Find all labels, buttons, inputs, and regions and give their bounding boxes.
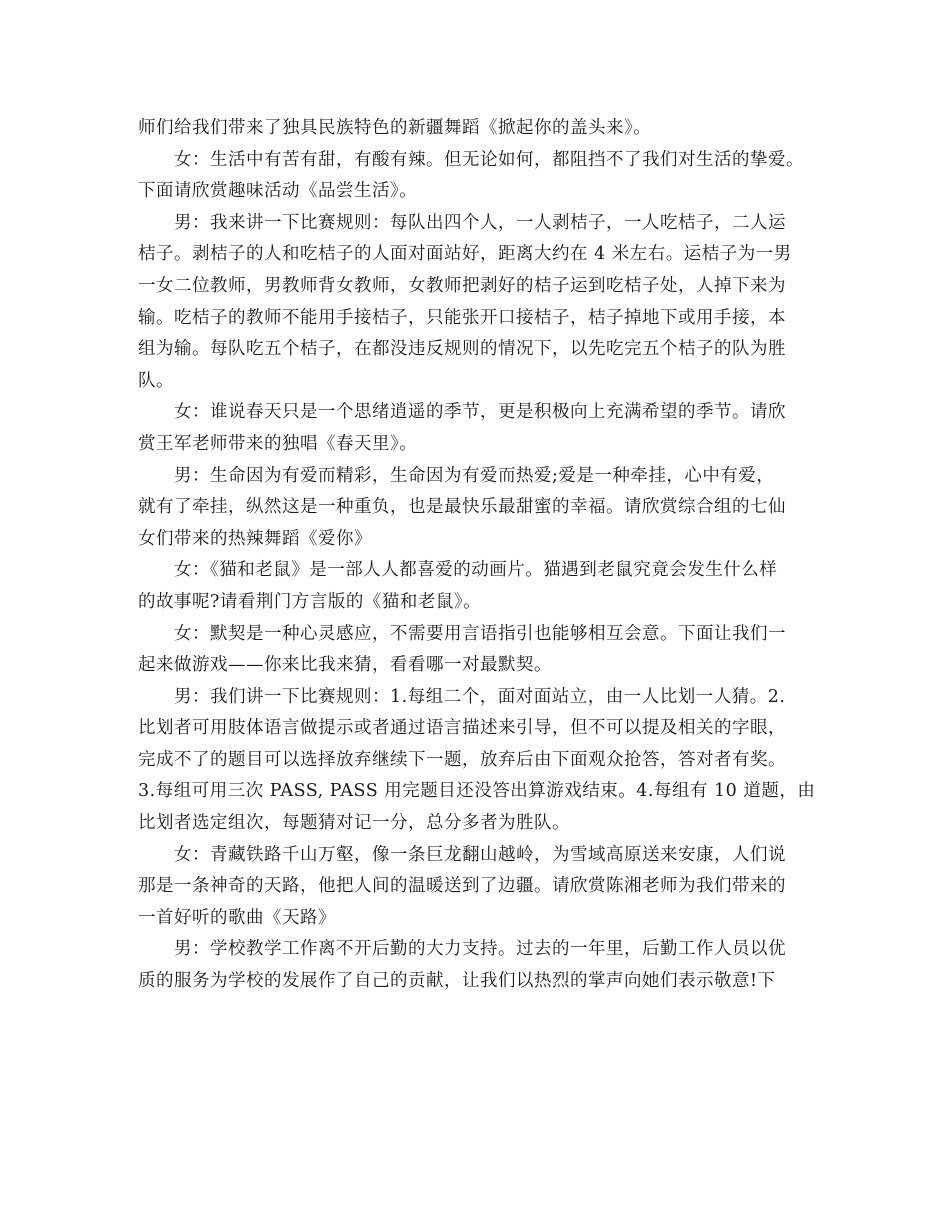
text-line: 赏王军老师带来的独唱《春天里》。 <box>138 433 418 454</box>
text-line: 比划者选定组次，每题猜对记一分，总分多者为胜队。 <box>138 813 570 834</box>
text-line: 女：青藏铁路千山万壑，像一条巨龙翻山越岭，为雪域高原送来安康，人们说 <box>174 844 786 865</box>
text-line: 队。 <box>138 370 174 391</box>
text-line: 女们带来的热辣舞蹈《爱你》 <box>138 528 372 549</box>
text-line: 男：学校教学工作离不开后勤的大力支持。过去的一年里，后勤工作人员以优 <box>174 939 786 960</box>
text-line: 的故事呢?请看荆门方言版的《猫和老鼠》。 <box>138 591 482 612</box>
text-line: 质的服务为学校的发展作了自己的贡献，让我们以热烈的掌声向她们表示敬意!下 <box>138 971 776 992</box>
text-line: 桔子。剥桔子的人和吃桔子的人面对面站好，距离大约在 4 米左右。运桔子为一男 <box>138 244 792 265</box>
text-line: 男：生命因为有爱而精彩，生命因为有爱而热爱;爱是一种牵挂，心中有爱， <box>174 465 775 486</box>
text-line: 女：《猫和老鼠》是一部人人都喜爱的动画片。猫遇到老鼠究竟会发生什么样 <box>174 560 778 581</box>
text-line: 组为输。每队吃五个桔子，在都没违反规则的情况下，以先吃完五个桔子的队为胜 <box>138 339 786 360</box>
text-line: 起来做游戏——你来比我来猜，看看哪一对最默契。 <box>138 655 552 676</box>
text-line: 男：我们讲一下比赛规则：1.每组二个，面对面站立，由一人比划一人猜。2. <box>174 686 786 707</box>
document-body <box>138 113 818 998</box>
text-line: 女：谁说春天只是一个思绪逍遥的季节，更是积极向上充满希望的季节。请欣 <box>174 402 786 423</box>
text-line: 下面请欣赏趣味活动《品尝生活》。 <box>138 181 418 202</box>
text-line: 完成不了的题目可以选择放弃继续下一题，放弃后由下面观众抢答，答对者有奖。 <box>138 749 786 770</box>
text-line: 师们给我们带来了独具民族特色的新疆舞蹈《掀起你的盖头来》。 <box>138 118 652 138</box>
text-line: 比划者可用肢体语言做提示或者通过语言描述来引导，但不可以提及相关的字眼， <box>138 718 786 739</box>
text-line: 一女二位教师，男教师背女教师，女教师把剥好的桔子运到吃桔子处，人掉下来为 <box>138 275 786 296</box>
text-line: 一首好听的歌曲《天路》 <box>138 907 336 928</box>
text-line: 那是一条神奇的天路，他把人间的温暖送到了边疆。请欣赏陈湘老师为我们带来的 <box>138 876 786 897</box>
text-line: 输。吃桔子的教师不能用手接桔子，只能张开口接桔子，桔子掉地下或用手接，本 <box>138 307 786 328</box>
text-line: 3.每组可用三次 PASS, PASS 用完题目还没答出算游戏结束。4.每组有 10 道题，由 <box>138 781 816 802</box>
text-line: 就有了牵挂，纵然这是一种重负，也是最快乐最甜蜜的幸福。请欣赏综合组的七仙 <box>138 497 786 518</box>
text-line: 男：我来讲一下比赛规则：每队出四个人，一人剥桔子，一人吃桔子，二人运 <box>174 212 786 233</box>
text-line: 女：生活中有苦有甜，有酸有辣。但无论如何，都阻挡不了我们对生活的挚爱。 <box>174 149 804 170</box>
text-line: 女：默契是一种心灵感应，不需要用言语指引也能够相互会意。下面让我们一 <box>174 623 786 644</box>
